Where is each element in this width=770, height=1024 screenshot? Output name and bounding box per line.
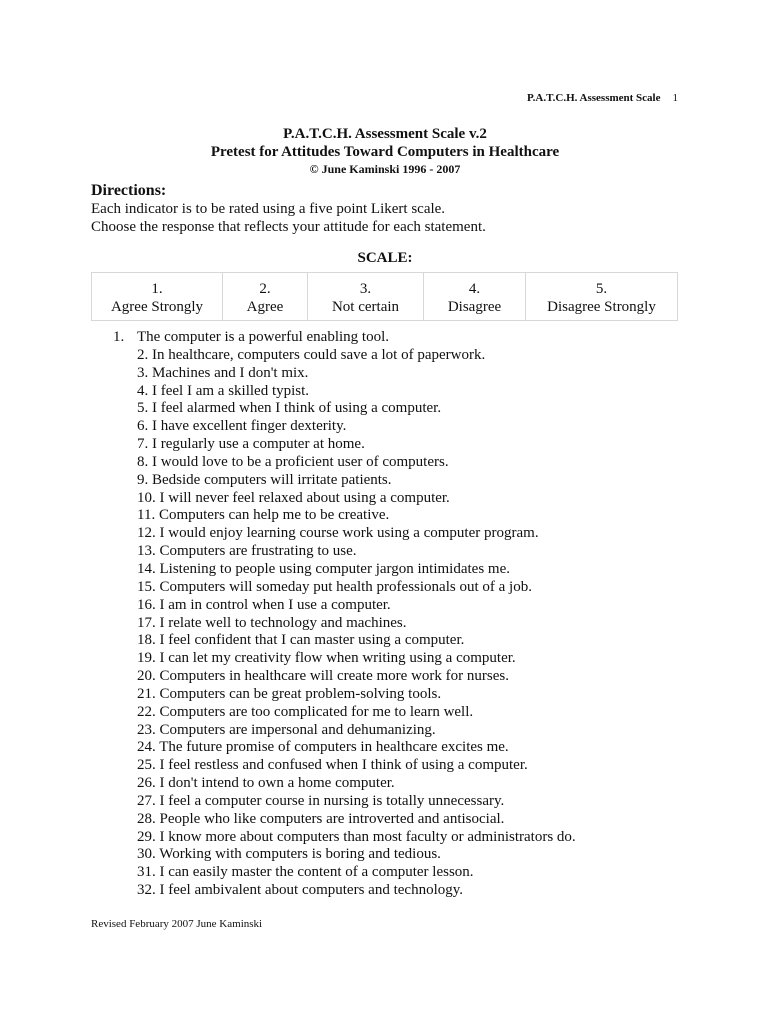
statement-text: I feel confident that I can master using a computer. xyxy=(159,632,465,649)
statement-text: I feel alarmed when I think of using a computer. xyxy=(152,400,442,417)
statement-line xyxy=(137,703,473,721)
statement-line xyxy=(137,578,532,596)
document-subtitle: Pretest for Attitudes Toward Computers in Healthcare xyxy=(210,144,560,160)
running-title: P.A.T.C.H. Assessment Scale xyxy=(526,92,661,104)
statement-number: 9. xyxy=(137,471,149,488)
statement-text: I can easily master the content of a computer lesson. xyxy=(159,864,474,881)
statement-number: 4. xyxy=(137,382,149,399)
statement-number: 19. xyxy=(137,650,156,667)
statement-number: 23. xyxy=(137,721,156,738)
statement-line xyxy=(137,649,516,667)
statement-item xyxy=(0,881,770,899)
statement-line xyxy=(137,863,474,881)
statement-number: 3. xyxy=(137,364,149,381)
statement-line xyxy=(137,542,357,560)
statement-item xyxy=(0,560,770,578)
statement-item xyxy=(0,453,770,471)
scale-option-5 xyxy=(526,273,677,320)
statement-line xyxy=(137,417,346,435)
statement-item xyxy=(0,399,770,417)
statement-number: 18. xyxy=(137,632,156,649)
statement-line xyxy=(137,560,510,578)
statement-text: Computers are impersonal and dehumanizing. xyxy=(159,721,436,738)
statement-line xyxy=(137,685,441,703)
statement-number: 27. xyxy=(137,792,156,809)
statement-line xyxy=(137,524,539,542)
running-header xyxy=(527,92,678,104)
directions-line-1: Each indicator is to be rated using a five point Likert scale. xyxy=(91,201,446,217)
statement-item xyxy=(0,703,770,721)
statement-line xyxy=(137,667,509,685)
statement-line xyxy=(137,382,309,400)
statement-text: I would love to be a proficient user of computers. xyxy=(152,453,449,470)
statement-number: 25. xyxy=(137,757,156,774)
statement-text: I feel restless and confused when I think of using a computer. xyxy=(159,757,528,774)
statement-line xyxy=(137,828,576,846)
statement-number: 28. xyxy=(137,810,156,827)
statement-text: Computers will someday put health professionals out of a job. xyxy=(159,578,532,595)
statement-item xyxy=(0,649,770,667)
scale-option-number: 4. xyxy=(468,281,481,297)
statement-item xyxy=(0,631,770,649)
statement-text: I feel I am a skilled typist. xyxy=(152,382,310,399)
statement-text: I have excellent finger dexterity. xyxy=(152,418,347,435)
statement-text: I am in control when I use a computer. xyxy=(159,596,391,613)
statement-text: Bedside computers will irritate patients. xyxy=(152,471,392,488)
statement-number: 30. xyxy=(137,846,156,863)
statement-text: I regularly use a computer at home. xyxy=(152,436,365,453)
statement-number: 21. xyxy=(137,685,156,702)
statement-number: 24. xyxy=(137,739,156,756)
statement-item xyxy=(0,524,770,542)
statement-line xyxy=(137,364,308,382)
scale-option-label: Disagree Strongly xyxy=(547,299,656,315)
page-number: 1 xyxy=(672,92,678,104)
statement-text: I don't intend to own a home computer. xyxy=(159,775,395,792)
statement-number: 29. xyxy=(137,828,156,845)
statement-item xyxy=(0,382,770,400)
directions-line-2: Choose the response that reflects your attitude for each statement. xyxy=(91,219,486,235)
statement-text: Computers are too complicated for me to learn well. xyxy=(159,703,474,720)
likert-scale-table xyxy=(91,272,678,321)
statement-text: Listening to people using computer jargon intimidates me. xyxy=(159,560,510,577)
statement-text: People who like computers are introverted and antisocial. xyxy=(159,810,505,827)
statement-number: 13. xyxy=(137,543,156,560)
statement-number: 11. xyxy=(137,507,156,524)
scale-option-label: Not certain xyxy=(331,299,400,315)
statement-line xyxy=(137,614,407,632)
scale-option-2 xyxy=(223,273,308,320)
scale-heading: SCALE: xyxy=(357,250,413,266)
statement-item xyxy=(0,489,770,507)
statement-text: I would enjoy learning course work using a computer program. xyxy=(159,525,539,542)
statement-number: 10. xyxy=(137,489,156,506)
statement-number: 16. xyxy=(137,596,156,613)
statement-item xyxy=(0,721,770,739)
statement-item xyxy=(0,863,770,881)
scale-option-label: Disagree xyxy=(447,299,502,315)
scale-option-label: Agree Strongly xyxy=(110,299,204,315)
statement-text: Computers can be great problem-solving tools. xyxy=(159,685,442,702)
statement-line xyxy=(137,399,441,417)
statement-line xyxy=(137,346,485,364)
statement-line xyxy=(137,435,365,453)
scale-option-3 xyxy=(308,273,424,320)
statement-item xyxy=(0,506,770,524)
document-title: P.A.T.C.H. Assessment Scale v.2 xyxy=(283,126,487,142)
scale-option-number: 2. xyxy=(259,281,271,297)
statement-item xyxy=(0,828,770,846)
statement-text: In healthcare, computers could save a lot of paperwork. xyxy=(152,346,486,363)
statement-number: 5. xyxy=(137,400,149,417)
statement-text: Working with computers is boring and tedious. xyxy=(159,846,441,863)
statement-number: 14. xyxy=(137,560,156,577)
statement-item xyxy=(0,417,770,435)
scale-option-number: 1. xyxy=(151,281,163,297)
statement-line xyxy=(137,756,528,774)
statement-item xyxy=(0,667,770,685)
statement-line xyxy=(137,631,464,649)
statement-list xyxy=(0,328,770,899)
statement-number: 7. xyxy=(137,436,149,453)
statement-line xyxy=(137,774,395,792)
statement-line xyxy=(137,489,450,507)
scale-option-number: 3. xyxy=(359,281,372,297)
statement-line xyxy=(137,453,449,471)
statement-item xyxy=(0,756,770,774)
statement-line xyxy=(137,881,463,899)
statement-item xyxy=(0,685,770,703)
statement-item xyxy=(0,578,770,596)
statement-number: 8. xyxy=(137,453,149,470)
statement-item xyxy=(0,738,770,756)
statement-number: 26. xyxy=(137,775,156,792)
statement-item xyxy=(0,774,770,792)
statement-item xyxy=(0,810,770,828)
statement-item xyxy=(0,596,770,614)
statement-number: 12. xyxy=(137,525,156,542)
statement-item xyxy=(0,792,770,810)
statement-number: 6. xyxy=(137,418,149,435)
statement-text: I feel ambivalent about computers and technology. xyxy=(159,882,464,899)
statement-number: 22. xyxy=(137,703,156,720)
statement-text: I will never feel relaxed about using a computer. xyxy=(159,489,450,506)
statement-number: 1. xyxy=(113,329,125,345)
statement-text: The computer is a powerful enabling tool. xyxy=(137,329,390,345)
statement-item xyxy=(0,845,770,863)
statement-item xyxy=(0,471,770,489)
statement-number: 32. xyxy=(137,882,156,899)
statement-line xyxy=(137,845,441,863)
statement-text: I can let my creativity flow when writing using a computer. xyxy=(159,650,516,667)
statement-item xyxy=(0,364,770,382)
copyright-line: © June Kaminski 1996 - 2007 xyxy=(309,162,461,176)
statement-text: The future promise of computers in healthcare excites me. xyxy=(159,739,509,756)
statement-text: I relate well to technology and machines. xyxy=(159,614,407,631)
statement-line xyxy=(137,506,389,524)
statement-line xyxy=(137,810,504,828)
statement-line xyxy=(137,721,436,739)
statement-text: Machines and I don't mix. xyxy=(152,364,309,381)
statement-item xyxy=(0,435,770,453)
directions-heading: Directions: xyxy=(91,182,167,199)
statement-item xyxy=(0,614,770,632)
statement-text: Computers can help me to be creative. xyxy=(158,507,390,524)
statement-number: 31. xyxy=(137,864,156,881)
statement-line xyxy=(137,738,509,756)
statement-text: Computers in healthcare will create more work for nurses. xyxy=(159,668,509,685)
statement-item xyxy=(0,346,770,364)
statement-text: I feel a computer course in nursing is totally unnecessary. xyxy=(159,792,505,809)
statement-text: I know more about computers than most faculty or administrators do. xyxy=(159,828,576,845)
statement-number: 15. xyxy=(137,578,156,595)
statement-text: Computers are frustrating to use. xyxy=(159,543,357,560)
statement-item xyxy=(0,542,770,560)
statement-number: 17. xyxy=(137,614,156,631)
statement-item xyxy=(0,328,770,346)
statement-number: 20. xyxy=(137,668,156,685)
statement-number: 2. xyxy=(137,346,149,363)
footer-note: Revised February 2007 June Kaminski xyxy=(91,918,263,930)
statement-line xyxy=(137,471,392,489)
scale-option-label: Agree xyxy=(246,299,284,315)
scale-option-4 xyxy=(424,273,526,320)
statement-line xyxy=(137,792,504,810)
scale-option-1 xyxy=(92,273,223,320)
statement-line xyxy=(137,596,391,614)
scale-option-number: 5. xyxy=(595,281,608,297)
